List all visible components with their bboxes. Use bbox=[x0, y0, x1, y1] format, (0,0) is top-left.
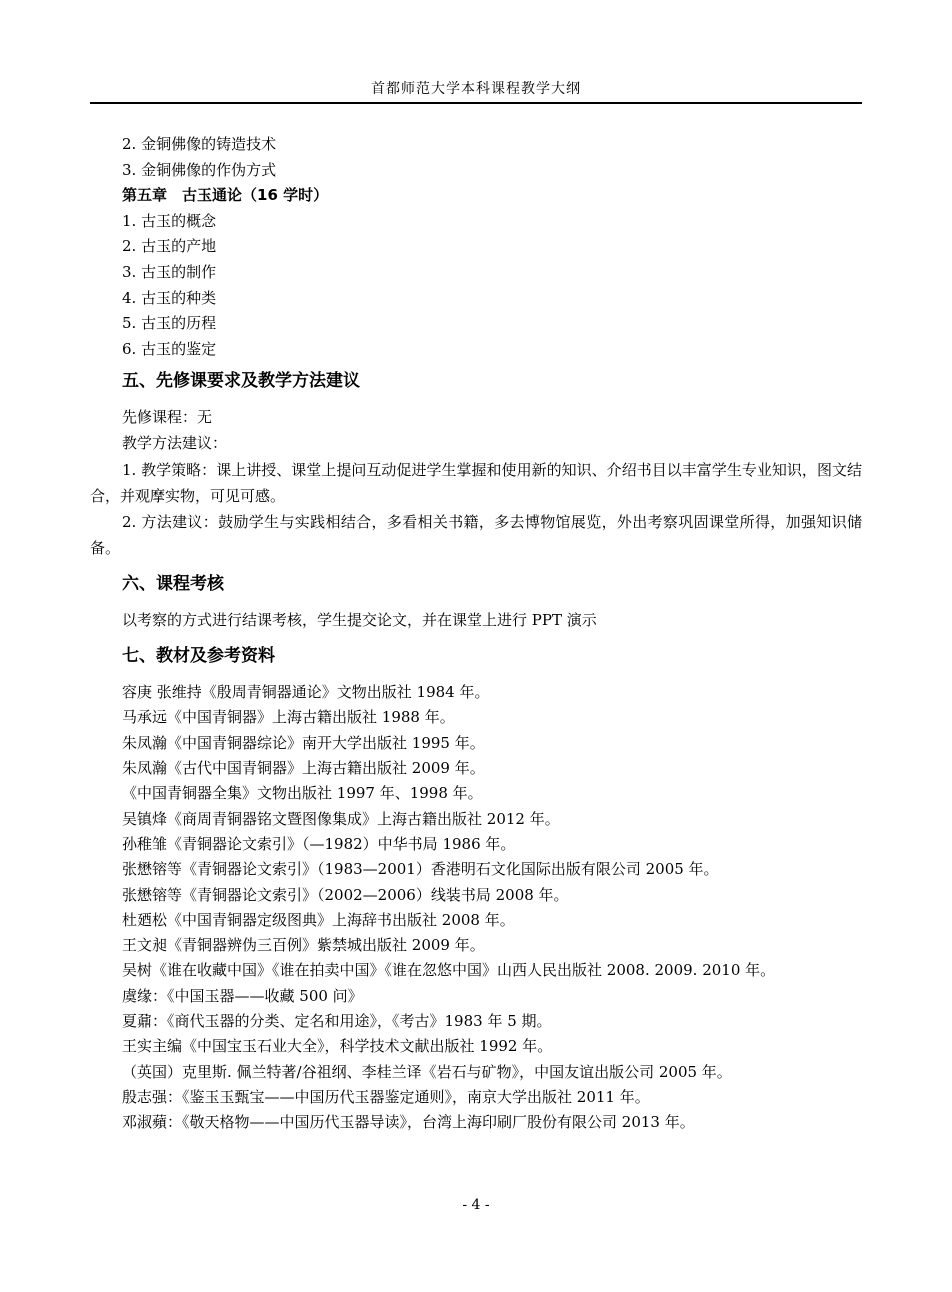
list-item: 6. 古玉的鉴定 bbox=[122, 339, 217, 358]
section-heading: 五、先修课要求及教学方法建议 bbox=[122, 371, 360, 392]
running-header: 首都师范大学本科课程教学大纲 bbox=[371, 81, 581, 97]
reference-item: 夏鼐：《商代玉器的分类、定名和用途》，《考古》1983 年 5 期。 bbox=[122, 1011, 552, 1030]
list-item: 1. 古玉的概念 bbox=[122, 211, 217, 230]
reference-item: 殷志强：《鉴玉玉甄宝——中国历代玉器鉴定通则》，南京大学出版社 2011 年。 bbox=[122, 1087, 650, 1106]
reference-item: 马承远《中国青铜器》上海古籍出版社 1988 年。 bbox=[122, 708, 455, 727]
reference-list bbox=[90, 680, 862, 1135]
reference-item: 张懋镕等《青铜器论文索引》（1983—2001）香港明石文化国际出版有限公司 2005 年。 bbox=[122, 860, 719, 879]
header-rule bbox=[90, 102, 862, 104]
reference-item: （英国）克里斯. 佩兰特著/谷祖纲、李桂兰译《岩石与矿物》，中国友谊出版公司 2005 年。 bbox=[122, 1062, 732, 1081]
method-label: 教学方法建议： bbox=[122, 433, 228, 452]
assessment-text: 以考察的方式进行结课考核，学生提交论文，并在课堂上进行 PPT 演示 bbox=[122, 610, 597, 629]
page-body bbox=[90, 132, 862, 1135]
reference-item: 王文昶《青铜器辨伪三百例》紫禁城出版社 2009 年。 bbox=[122, 936, 485, 955]
reference-item: 《中国青铜器全集》文物出版社 1997 年、1998 年。 bbox=[122, 784, 483, 803]
list-item: 3. 古玉的制作 bbox=[122, 262, 217, 281]
reference-item: 吴树《谁在收藏中国》《谁在拍卖中国》《谁在忽悠中国》山西人民出版社 2008. 2009. 2010 年。 bbox=[122, 961, 776, 980]
reference-item: 朱凤瀚《古代中国青铜器》上海古籍出版社 2009 年。 bbox=[122, 759, 485, 778]
list-item: 2. 金铜佛像的铸造技术 bbox=[122, 135, 277, 153]
chapter-heading: 第五章 古玉通论（16 学时） bbox=[122, 186, 329, 205]
reference-item: 吴镇烽《商周青铜器铭文暨图像集成》上海古籍出版社 2012 年。 bbox=[122, 809, 560, 828]
prerequisite-text: 先修课程：无 bbox=[122, 408, 213, 427]
section-heading: 六、课程考核 bbox=[122, 573, 224, 594]
reference-item: 邓淑蘋：《敬天格物——中国历代玉器导读》，台湾上海印刷厂股份有限公司 2013 年。 bbox=[122, 1113, 695, 1132]
paragraph: 1. 教学策略：课上讲授、课堂上提问互动促进学生掌握和使用新的知识、介绍书目以丰富学生专业知识，图文结合，并观摩实物，可见可感。 bbox=[90, 460, 862, 505]
list-item: 3. 金铜佛像的作伪方式 bbox=[122, 160, 277, 179]
list-item: 4. 古玉的种类 bbox=[122, 288, 217, 307]
reference-item: 孙稚雏《青铜器论文索引》（—1982）中华书局 1986 年。 bbox=[122, 834, 516, 853]
paragraph: 2. 方法建议：鼓励学生与实践相结合，多看相关书籍，多去博物馆展览，外出考察巩固课堂所得，加强知识储备。 bbox=[90, 512, 862, 557]
reference-item: 虞缘：《中国玉器——收藏 500 问》 bbox=[122, 986, 363, 1005]
reference-item: 容庚 张维持《殷周青铜器通论》文物出版社 1984 年。 bbox=[122, 683, 490, 702]
list-item: 5. 古玉的历程 bbox=[122, 314, 217, 333]
list-item: 2. 古玉的产地 bbox=[122, 237, 217, 256]
reference-item: 张懋镕等《青铜器论文索引》（2002—2006）线装书局 2008 年。 bbox=[122, 885, 569, 904]
section-heading: 七、教材及参考资料 bbox=[122, 646, 275, 667]
page-number: - 4 - bbox=[462, 1197, 490, 1213]
reference-item: 王实主编《中国宝玉石业大全》，科学技术文献出版社 1992 年。 bbox=[122, 1037, 553, 1056]
reference-item: 杜廼松《中国青铜器定级图典》上海辞书出版社 2008 年。 bbox=[122, 910, 515, 929]
reference-item: 朱凤瀚《中国青铜器综论》南开大学出版社 1995 年。 bbox=[122, 733, 485, 752]
